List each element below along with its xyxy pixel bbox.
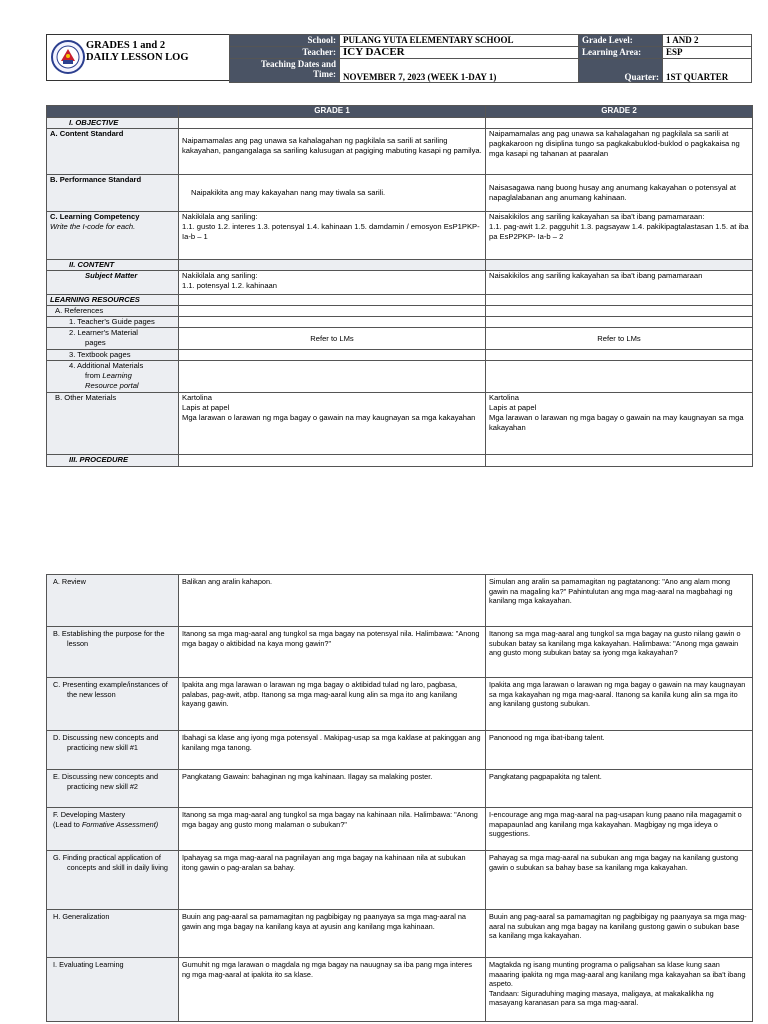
content-standard-g2: Naipamamalas ang pag unawa sa kahalagahan ng pagkilala sa sarili at pagkakaroon ng disiplina tungo sa pagkakabuklod-buklod o pagkakaisa ng mga kasapi ng tahanan at paaralan bbox=[486, 129, 753, 175]
learning-competency-title: C. Learning Competency bbox=[50, 212, 140, 221]
om-g1-line2: Lapis at papel bbox=[182, 403, 230, 412]
performance-standard-label: B. Performance Standard bbox=[47, 175, 179, 212]
finding-label: G. Finding practical application of concepts and skill in daily living bbox=[47, 851, 179, 910]
additional-materials-label bbox=[47, 361, 179, 393]
teacher-label: Teacher: bbox=[230, 47, 340, 59]
am-line2-italic: Learning bbox=[102, 371, 132, 380]
content-standard-g1: Naipamamalas ang pag unawa sa kahalagahan ng pagkilala sa sarili at sariling kakayahan, pangangalaga sa sariling kalusugan at pagiging mabuting kasapi ng pamilya. bbox=[179, 129, 486, 175]
presenting-g2: Ipakita ang mga larawan o larawan ng mga bagay o gawain na may kaugnayan sa mga kakayahan ng mga mag-aaral. Itanong sa kanila kung alin sa mga ito ang kanilang gustong subukan. bbox=[486, 678, 753, 731]
dates-label-line1: Teaching Dates and bbox=[260, 59, 336, 69]
title-line-1: GRADES 1 and 2 bbox=[86, 40, 166, 51]
performance-standard-g1: Naipakikita ang may kakayahan nang may tiwala sa sarili. bbox=[179, 175, 486, 212]
om-g1-line1: Kartolina bbox=[182, 393, 212, 402]
purpose-g1: Itanong sa mga mag-aaral ang tungkol sa mga bagay na potensyal nila. Halimbawa: "Anong mga bagay o aktibidad na kaya mong gawin?" bbox=[179, 627, 486, 678]
grade-level-label: Grade Level: bbox=[579, 35, 663, 47]
dates-value: NOVEMBER 7, 2023 (WEEK 1-DAY 1) bbox=[340, 59, 579, 83]
sm-g1-line1: Nakikilala ang sariling: bbox=[182, 271, 258, 280]
mastery-g2: I-encourage ang mga mag-aaral na pag-usapan kung paano nila magagamit o mapapaunlad ang kanilang mga kakayahan. Magbigay ng mga ideya o suggestions. bbox=[486, 808, 753, 851]
evaluating-label: I. Evaluating Learning bbox=[47, 958, 179, 1022]
presenting-g1: Ipakita ang mga larawan o larawan ng mga bagay o aktibidad tulad ng laro, pagbasa, palabas, pag-awit, atbp. Itanong sa mga mag-aaral kung alin sa mga ito ang kanilang kayang gawin. bbox=[179, 678, 486, 731]
header-logo-box bbox=[46, 34, 230, 81]
review-g1: Balikan ang aralin kahapon. bbox=[179, 575, 486, 627]
other-materials-g1 bbox=[179, 393, 486, 455]
performance-standard-g2: Naisasagawa nang buong husay ang anumang kakayahan o potensyal at napaglalabanan ang anumang kahinaan. bbox=[486, 175, 753, 212]
presenting-label: C. Presenting example/instances of the new lesson bbox=[47, 678, 179, 731]
discussing2-g1: Pangkatang Gawain: bahaginan ng mga kahinaan. Ilagay sa malaking poster. bbox=[179, 770, 486, 808]
refer-lms-g2: Refer to LMs bbox=[486, 328, 753, 350]
discussing1-g2: Panonood ng mga ibat-ibang talent. bbox=[486, 731, 753, 770]
school-value: PULANG YUTA ELEMENTARY SCHOOL bbox=[340, 35, 579, 47]
content-heading: II. CONTENT bbox=[47, 260, 179, 271]
header-info-table bbox=[229, 34, 752, 83]
purpose-label: B. Establishing the purpose for the lesson bbox=[47, 627, 179, 678]
content-standard-label: A. Content Standard bbox=[47, 129, 179, 175]
om-g2-line1: Kartolina bbox=[489, 393, 519, 402]
grade1-header: GRADE 1 bbox=[179, 106, 486, 118]
mastery-label-line2: (Lead to bbox=[53, 819, 80, 829]
objective-heading: I. OBJECTIVE bbox=[47, 118, 179, 129]
other-materials-g2 bbox=[486, 393, 753, 455]
mastery-label-italic: Formative Assessment) bbox=[81, 819, 159, 829]
discussing1-label: D. Discussing new concepts and practicing new skill #1 bbox=[47, 731, 179, 770]
learning-competency-note: Write the I-code for each. bbox=[50, 222, 136, 231]
lesson-objectives-table bbox=[46, 105, 753, 467]
grade-level-value: 1 AND 2 bbox=[663, 35, 752, 47]
am-line2: from bbox=[85, 371, 101, 380]
learning-competency-g1 bbox=[179, 212, 486, 260]
learning-area-label: Learning Area: bbox=[579, 47, 663, 59]
other-materials-label: B. Other Materials bbox=[47, 393, 179, 455]
sm-g1-line2: 1.1. potensyal 1.2. kahinaan bbox=[182, 281, 277, 290]
review-label: A. Review bbox=[47, 575, 179, 627]
lc-g1-line2: 1.1. gusto 1.2. interes 1.3. potensyal 1.4. kahinaan 1.5. damdamin / emosyon EsP1PKP- Ia-b – 1 bbox=[182, 222, 480, 241]
learning-competency-g2 bbox=[486, 212, 753, 260]
subject-matter-g1 bbox=[179, 271, 486, 295]
document-title bbox=[86, 40, 189, 64]
learning-area-value: ESP bbox=[663, 47, 752, 59]
dates-label bbox=[230, 59, 340, 83]
learners-material-label bbox=[47, 328, 179, 350]
evaluating-g2 bbox=[486, 958, 753, 1022]
finding-g2: Pahayag sa mga mag-aaral na subukan ang mga bagay na kanilang gustong gawin o subukan sa bahay base sa kanilang mga kakayahan. bbox=[486, 851, 753, 910]
mastery-label bbox=[47, 808, 179, 851]
lc-g2-line1: Naisakikilos ang sariling kakayahan sa iba't ibang pamamaraan: bbox=[489, 212, 705, 221]
eval-g2-line1: Magtakda ng isang munting programa o paligsahan sa klase kung saan maaaring ipakita ng mga mag-aaral ang kanilang mga kakayahan sa iba't ibang aspeto. bbox=[489, 960, 746, 989]
purpose-g2: Itanong sa mga mag-aaral ang tungkol sa mga bagay na gusto nilang gawin o subukan batay sa kanilang mga kakayahan. Halimbawa: "Anong mga gawain ang gusto mong subukan batay sa iyong mga kakayahan? bbox=[486, 627, 753, 678]
eval-g2-line2: Tandaan: Siguraduhing maging masaya, maligaya, at makakalikha ng masayang karanasan para sa mga mag-aaral. bbox=[489, 988, 714, 1008]
subject-matter-g2: Naisakikilos ang sariling kakayahan sa iba't ibang pamamaraan bbox=[486, 271, 753, 295]
references-label: A. References bbox=[47, 306, 179, 317]
lm-line1: 2. Learner's Material bbox=[69, 328, 138, 337]
am-line3: Resource portal bbox=[85, 381, 139, 390]
discussing1-g1: Ibahagi sa klase ang iyong mga potensyal . Makipag-usap sa mga kaklase at pakinggan ang kanilang mga tanong. bbox=[179, 731, 486, 770]
discussing2-label: E. Discussing new concepts and practicing new skill #2 bbox=[47, 770, 179, 808]
om-g2-line2: Lapis at papel bbox=[489, 403, 537, 412]
refer-lms-g1: Refer to LMs bbox=[179, 328, 486, 350]
school-label: School: bbox=[230, 35, 340, 47]
discussing2-g2: Pangkatang pagpapakita ng talent. bbox=[486, 770, 753, 808]
textbook-label: 3. Textbook pages bbox=[47, 350, 179, 361]
om-g1-line3: Mga larawan o larawan ng mga bagay o gawain na may kaugnayan sa mga kakayahan bbox=[182, 413, 476, 422]
generalization-g2: Buuin ang pag-aaral sa pamamagitan ng pagbibigay ng paanyaya sa mga mag-aaral na subukan ang mga bagay na kanilang gustong gawin o subukan base sa kanilang mga kakayahan. bbox=[486, 910, 753, 958]
grade2-header: GRADE 2 bbox=[486, 106, 753, 118]
lc-g2-line2: 1.1. pag-awit 1.2. pagguhit 1.3. pagsayaw 1.4. pakikipagtalastasan 1.5. at iba pa EsP2PKP- Ia-b – 2 bbox=[489, 222, 749, 241]
generalization-g1: Buuin ang pag-aaral sa pamamagitan ng pagbibigay ng paanyaya sa mga mag-aaral na gawin ang mga bagay na kanilang kaya at ayusin ang kanilang mga kahinaan. bbox=[179, 910, 486, 958]
finding-g1: Ipahayag sa mga mag-aaral na pagnilayan ang mga bagay na kahinaan nila at subukan itong gawin o pag-aralan sa bahay. bbox=[179, 851, 486, 910]
learning-competency-label bbox=[47, 212, 179, 260]
review-g2: Simulan ang aralin sa pamamagitan ng pagtatanong: "Ano ang alam mong gawin na magaling ka?" Pahintulutan ang mga mag-aaral na magbahagi ng kanilang mga kakayahan. bbox=[486, 575, 753, 627]
quarter-value: 1ST QUARTER bbox=[663, 59, 752, 83]
am-line1: 4. Additional Materials bbox=[69, 361, 144, 370]
title-line-2: DAILY LESSON LOG bbox=[86, 52, 189, 63]
mastery-label-line1: F. Developing Mastery bbox=[53, 810, 126, 819]
mastery-g1: Itanong sa mga mag-aaral ang tungkol sa mga bagay na kahinaan nila. Halimbawa: "Anong mga bagay ang gusto mong malaman o subukan?" bbox=[179, 808, 486, 851]
procedure-heading: III. PROCEDURE bbox=[47, 455, 179, 467]
lc-g1-line1: Nakikilala ang sariling: bbox=[182, 212, 258, 221]
learning-resources-heading: LEARNING RESOURCES bbox=[47, 295, 179, 306]
dates-label-line2: Time: bbox=[313, 69, 336, 79]
teachers-guide-label: 1. Teacher's Guide pages bbox=[47, 317, 179, 328]
evaluating-g1: Gumuhit ng mga larawan o magdala ng mga bagay na nauugnay sa iba pang mga interes ng mga mag-aaral at ipakita ito sa klase. bbox=[179, 958, 486, 1022]
lm-line2: pages bbox=[85, 338, 106, 347]
om-g2-line3: Mga larawan o larawan ng mga bagay o gawain na may kaugnayan sa mga kakayahan bbox=[489, 413, 744, 432]
deped-seal-icon bbox=[51, 39, 85, 75]
generalization-label: H. Generalization bbox=[47, 910, 179, 958]
procedure-table bbox=[46, 574, 753, 1022]
quarter-label: Quarter: bbox=[579, 59, 663, 83]
subject-matter-label: Subject Matter bbox=[47, 271, 179, 295]
teacher-value: ICY DACER bbox=[340, 47, 579, 59]
